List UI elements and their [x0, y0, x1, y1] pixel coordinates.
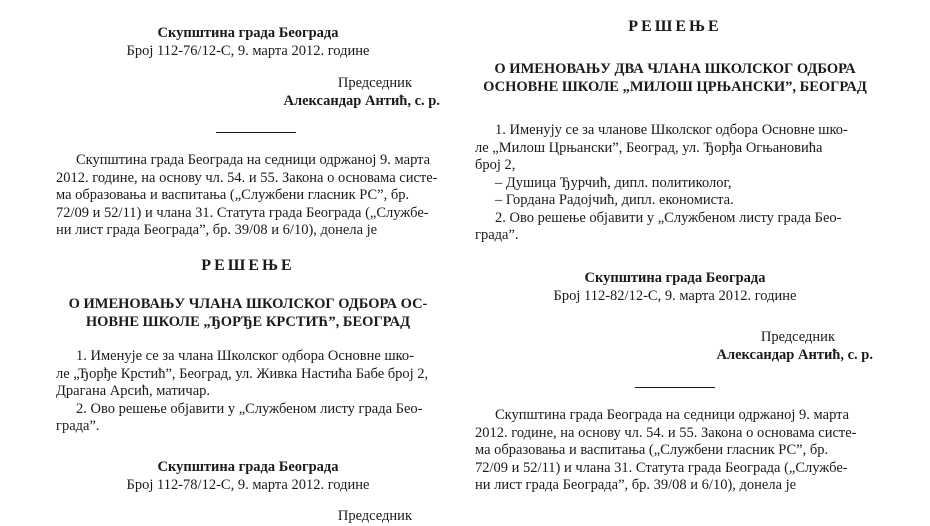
body-line: 2. Ово решење објавити у „Службеном листу града Бео- [76, 400, 423, 417]
preamble-line: 72/09 и 52/11) и члана 31. Статута града Београда („Службе- [56, 204, 429, 221]
preamble-line: ни лист града Београда”, бр. 39/08 и 6/10), донела је [56, 222, 378, 238]
body-line: града”. [475, 227, 519, 243]
assembly-signature: Скупштина града Београда [584, 270, 766, 286]
body-line: града”. [56, 418, 100, 434]
body-line: 2. Ово решење објавити у „Службеном листу града Бео- [495, 209, 842, 226]
preamble [56, 152, 440, 240]
body-line: – Душица Ђурчић, дипл. политиколог, [495, 174, 732, 191]
preamble-line: 2012. године, на основу чл. 54. и 55. Закона о основама систе- [56, 169, 438, 186]
body-line: Драгана Арсић, матичар. [56, 383, 211, 399]
president-label: Председник [337, 508, 412, 524]
preamble-line: ма образовања и васпитања („Службени гласник РС”, бр. [475, 442, 829, 458]
section-divider [216, 132, 296, 133]
document-number: Број 112-78/12-С, 9. марта 2012. године [126, 477, 370, 493]
decision-body [56, 348, 440, 436]
decision-heading [475, 60, 875, 96]
preamble-line: Скупштина града Београда на седници одржаној 9. марта [76, 152, 431, 168]
document-number: Број 112-82/12-С, 9. марта 2012. године [553, 288, 797, 304]
body-line: ле „Милош Црњански”, Београд, ул. Ђорђа Огњановића [475, 139, 823, 156]
heading-line: НОВНЕ ШКОЛЕ „ЂОРЂЕ КРСТИЋ”, БЕОГРАД [85, 314, 411, 330]
preamble [475, 407, 875, 495]
body-line: – Гордана Радојчић, дипл. економиста. [495, 192, 734, 208]
decision-title: РЕШЕЊЕ [201, 257, 295, 274]
preamble-line: 2012. године, на основу чл. 54. и 55. Закона о основама систе- [475, 424, 857, 441]
section-divider [635, 387, 715, 388]
assembly-signature: Скупштина града Београда [157, 25, 339, 41]
body-line: ле „Ђорђе Крстић”, Београд, ул. Живка Настића Бабе број 2, [56, 365, 429, 382]
decision-heading [56, 295, 440, 331]
president-label: Председник [337, 75, 412, 91]
heading-line: О ИМЕНОВАЊУ ЧЛАНА ШКОЛСКОГ ОДБОРА ОС- [68, 296, 428, 312]
assembly-signature: Скупштина града Београда [157, 459, 339, 475]
preamble-line: ни лист града Београда”, бр. 39/08 и 6/10), донела је [475, 477, 797, 493]
document-number: Број 112-76/12-С, 9. марта 2012. године [126, 43, 370, 59]
cut-off-top-line [56, 0, 440, 3]
body-line: 1. Именује се за члана Школског одбора Основне шко- [76, 348, 415, 364]
president-name: Александар Антић, с. р. [716, 347, 873, 363]
heading-line: ОСНОВНЕ ШКОЛЕ „МИЛОШ ЦРЊАНСКИ”, БЕОГРАД [483, 79, 867, 95]
heading-line: О ИМЕНОВАЊУ ДВА ЧЛАНА ШКОЛСКОГ ОДБОРА [494, 61, 856, 77]
body-line: 1. Именују се за чланове Школског одбора Основне шко- [495, 122, 848, 138]
preamble-line: ма образовања и васпитања („Службени гласник РС”, бр. [56, 187, 410, 203]
president-label: Председник [760, 329, 835, 345]
president-name: Александар Антић, с. р. [283, 93, 440, 109]
decision-body [475, 122, 875, 245]
decision-title: РЕШЕЊЕ [628, 18, 722, 35]
preamble-line: 72/09 и 52/11) и члана 31. Статута града Београда („Службе- [475, 459, 848, 476]
body-line: број 2, [475, 157, 516, 173]
preamble-line: Скупштина града Београда на седници одржаној 9. марта [495, 407, 850, 423]
